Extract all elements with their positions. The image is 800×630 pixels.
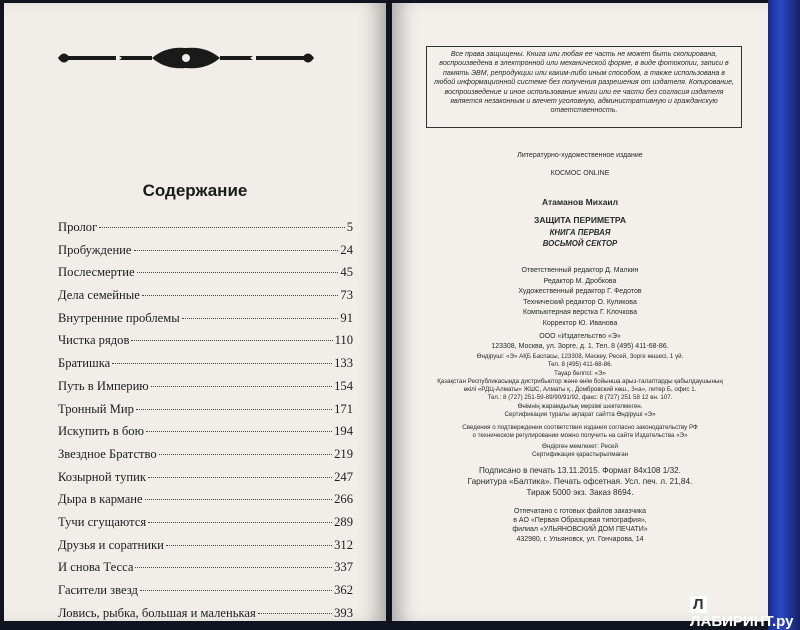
toc-entry-page: 73 — [340, 288, 353, 303]
toc-entry — [58, 333, 353, 356]
toc-dot-leader — [148, 522, 332, 523]
credit-line: Компьютерная верстка Г. Клочкова — [523, 309, 637, 316]
kz-info-line: Сертификация туралы ақпарат сайтта Өндіруші «Э» — [504, 411, 656, 419]
toc-entry-page: 24 — [340, 242, 353, 257]
toc-dot-leader — [140, 590, 332, 591]
print-info-line: Тираж 5000 экз. Заказ 8694. — [526, 487, 634, 497]
printer-line: филиал «УЛЬЯНОВСКИЙ ДОМ ПЕЧАТИ» — [512, 526, 648, 534]
toc-entry-title: Друзья и соратники — [58, 537, 164, 552]
toc-dot-leader — [131, 340, 332, 341]
toc-dot-leader — [159, 454, 332, 455]
kz-info-line: Қазақстан Республикасында дистрибьютор және өнім бойынша арыз-талаптарды қабылдаушының — [437, 377, 723, 385]
toc-entry — [58, 470, 353, 493]
toc-entry-title: И снова Тесса — [58, 560, 134, 575]
toc-dot-leader — [134, 250, 339, 251]
toc-entry-page: 289 — [334, 514, 353, 529]
author-name: Атаманов Михаил — [541, 197, 619, 207]
toc-entry — [58, 515, 353, 538]
book-subtitle-2: ВОСЬМОЙ СЕКТОР — [542, 239, 618, 248]
printer-line: в АО «Первая Образцовая типография», — [513, 517, 647, 525]
contents-heading: Содержание — [142, 181, 248, 200]
credit-line: Корректор Ю. Иванова — [542, 319, 618, 327]
toc-dot-leader — [137, 272, 339, 273]
watermark — [690, 596, 800, 630]
printer-line: 432980, г. Ульяновск, ул. Гончарова, 14 — [516, 535, 644, 543]
toc-entry — [58, 288, 353, 311]
printer-info — [400, 507, 760, 544]
print-info-line: Подписано в печать 13.11.2015. Формат 84х108 1/32. — [479, 466, 681, 475]
watermark-badge: Л — [690, 596, 707, 613]
toc-entry-title: Дела семейные — [58, 288, 140, 303]
toc-entry — [58, 560, 353, 583]
toc-entry-page: 45 — [340, 265, 353, 280]
toc-entry — [58, 265, 353, 288]
toc-entry — [58, 220, 353, 243]
toc-entry-page: 393 — [334, 605, 353, 620]
toc-entry-title: Пробуждение — [58, 242, 132, 257]
toc-entry-title: Дыра в кармане — [58, 492, 143, 507]
toc-entry — [58, 311, 353, 334]
toc-entry-title: Послесмертие — [58, 265, 135, 280]
edition-type: Литературно-художественное издание — [517, 152, 643, 159]
kz-info-line: Тел. 8 (495) 411-68-86. — [547, 361, 613, 369]
toc-entry-page: 247 — [334, 469, 353, 484]
toc-entry — [58, 402, 353, 425]
toc-entry-page: 171 — [334, 401, 353, 416]
toc-dot-leader — [142, 295, 339, 296]
book-cover-edge — [768, 0, 800, 630]
toc-entry-page: 362 — [334, 583, 353, 597]
kz-info-line: Тауар белгісі: «Э» — [554, 369, 606, 377]
toc-dot-leader — [258, 613, 332, 614]
kz-info-line: Тел.: 8 (727) 251-59-89/90/91/92, факс: 8 (727) 251 58 12 вн. 107. — [487, 394, 673, 402]
toc-entry-title: Братишка — [58, 356, 111, 371]
conformity-line: Сведения о подтверждении соответствия издания согласно законодательству РФ — [462, 424, 698, 431]
toc-dot-leader — [146, 431, 332, 432]
toc-entry-page: 154 — [334, 378, 353, 393]
book-title: ЗАЩИТА ПЕРИМЕТРА — [534, 215, 626, 225]
toc-entry — [58, 606, 353, 629]
ornament-icon — [56, 47, 316, 69]
conformity-line: о техническом регулировании можно получить на сайте Издательства «Э» — [472, 432, 688, 440]
toc-dot-leader — [136, 409, 332, 410]
toc-entry-title: Чистка рядов — [58, 333, 130, 348]
toc-entry-page: 5 — [346, 220, 353, 234]
toc-entry-page: 312 — [334, 537, 353, 552]
watermark-text: ЛАБИРИНТ.ру — [690, 613, 794, 630]
toc-entry — [58, 356, 353, 379]
publisher-name: ООО «Издательство «Э» — [539, 333, 621, 340]
toc-entry-title: Ловись, рыбка, большая и маленькая — [58, 605, 256, 620]
left-page — [4, 3, 386, 621]
book-subtitle-1: КНИГА ПЕРВАЯ — [549, 228, 611, 237]
toc-entry-page: 91 — [340, 310, 353, 325]
conformity-info — [400, 424, 760, 441]
toc-dot-leader — [112, 363, 332, 364]
credit-line: Ответственный редактор Д. Малкин — [521, 267, 639, 274]
toc-entry-title: Внутренние проблемы — [58, 310, 180, 325]
toc-entry-title: Гасители звезд — [58, 583, 138, 597]
toc-entry-page: 194 — [334, 424, 353, 439]
table-of-contents — [58, 220, 353, 628]
kz-info — [400, 353, 760, 419]
toc-entry-title: Тучи сгущаются — [58, 514, 147, 529]
toc-dot-leader — [135, 567, 332, 568]
toc-entry-page: 266 — [334, 492, 353, 507]
toc-entry — [58, 538, 353, 561]
toc-entry — [58, 492, 353, 515]
toc-dot-leader — [151, 386, 332, 387]
origin-info — [400, 443, 760, 460]
toc-dot-leader — [166, 545, 332, 546]
print-info-line: Гарнитура «Балтика». Печать офсетная. Усл. печ. л. 21,84. — [467, 476, 693, 486]
kz-info-line: Өнімнің жарамдылық мерзімі шектелмеген. — [517, 402, 643, 410]
publisher-address: 123308, Москва, ул. Зорге, д. 1. Тел. 8 (495) 411-68-86. — [491, 343, 669, 350]
credit-line: Художественный редактор Г. Федотов — [518, 288, 642, 295]
toc-dot-leader — [148, 477, 332, 478]
toc-entry-page: 219 — [334, 446, 353, 461]
printer-line: Отпечатано с готовых файлов заказчика — [513, 508, 647, 515]
toc-entry-title: Искупить в бою — [58, 424, 145, 439]
origin-line: Өндірген мемлекет: Ресей — [542, 443, 618, 450]
toc-entry-title: Пролог — [58, 220, 98, 234]
toc-entry-title: Козырной тупик — [58, 469, 146, 484]
toc-entry-page: 337 — [334, 560, 353, 575]
print-info — [400, 466, 760, 498]
series-name: КОСМОС ONLINE — [550, 170, 610, 177]
toc-entry — [58, 447, 353, 470]
toc-dot-leader — [99, 227, 344, 228]
toc-entry — [58, 424, 353, 447]
toc-entry-page: 133 — [334, 356, 353, 371]
credit-line: Технический редактор О. Куликова — [523, 298, 637, 306]
toc-entry — [58, 379, 353, 402]
toc-entry — [58, 583, 353, 606]
toc-entry — [58, 243, 353, 266]
credit-line: Редактор М. Дробкова — [543, 277, 617, 285]
kz-info-line: Өндіруші: «Э» АҚБ Баспасы, 123308, Мәскеу, Ресей, Зорге көшесі, 1 үй. — [476, 353, 684, 360]
credits-list — [400, 266, 760, 329]
toc-entry-title: Тронный Мир — [58, 401, 134, 416]
toc-dot-leader — [182, 318, 339, 319]
origin-line: Сертификация қарастырылмаған — [531, 451, 629, 459]
kz-info-line: өкілі «РДЦ-Алматы» ЖШС, Алматы қ., Домбровский көш., 3«а», литер Б, офис 1. — [463, 386, 697, 394]
toc-entry-title: Звездное Братство — [58, 446, 157, 461]
toc-entry-title: Путь в Империю — [58, 378, 149, 393]
toc-dot-leader — [145, 499, 333, 500]
toc-entry-page: 110 — [334, 333, 353, 348]
rights-notice: Все права защищены. Книга или любая ее часть не может быть скопирована, воспроизведена в электронной или механической форме, в виде фотокопии, записи в память ЭВМ, репродукции или каким-либо иным способом, а также использована в любой информационной системе без получения разрешения от издателя. Копирование, воспроизведение и иное использование книги или ее части без согласия издателя является незаконным и влечет уголовную, административную и гражданскую ответственность. — [426, 46, 742, 128]
